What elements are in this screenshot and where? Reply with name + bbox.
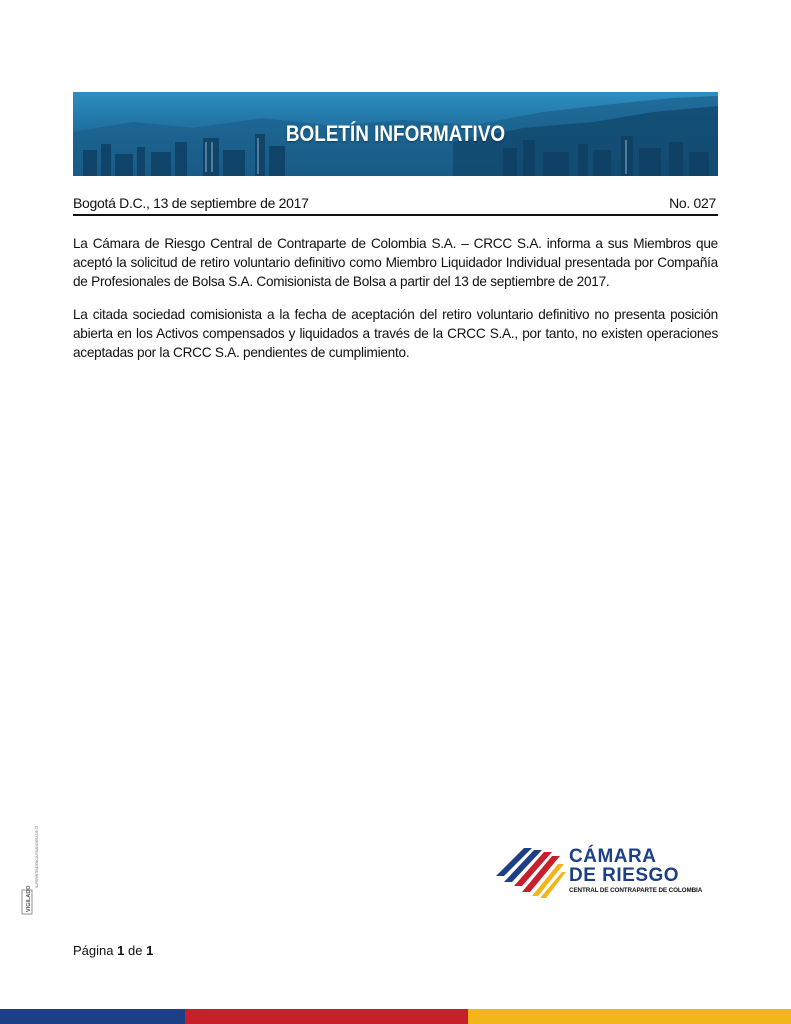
banner-title: BOLETÍN INFORMATIVO <box>285 121 506 146</box>
logo-line-1: CÁMARA <box>569 846 657 867</box>
logo-stripes-icon <box>494 842 566 898</box>
header-banner <box>73 92 718 176</box>
logo-line-2: DE RIESGO <box>569 865 680 886</box>
vigilado-text: VIGILADO <box>26 885 32 912</box>
bottom-color-bar <box>0 1009 791 1024</box>
page-label: Página <box>73 943 114 958</box>
place-date: Bogotá D.C., 13 de septiembre de 2017 <box>73 195 309 211</box>
document-header <box>73 195 716 215</box>
camara-de-riesgo-logo <box>494 840 714 900</box>
paragraph-1: La Cámara de Riesgo Central de Contraparte de Colombia S.A. – CRCC S.A. informa a sus Miembros que aceptó la solicitud de retiro voluntario definitivo como Miembro Liquidador Individual presentada por Compañía de Profesionales de Bolsa S.A. Comisionista de Bolsa a partir del 13 de septiembre de 2017. <box>73 236 718 289</box>
header-divider <box>73 214 718 216</box>
superintendencia-text: SUPERINTENDENCIA FINANCIERA DE COLOMBIA <box>35 826 39 888</box>
bottom-bar-blue <box>0 1009 185 1024</box>
vigilado-mark <box>20 826 50 916</box>
bottom-bar-red <box>185 1009 468 1024</box>
logo-subtitle: CENTRAL DE CONTRAPARTE DE COLOMBIA <box>569 887 703 894</box>
page-total: 1 <box>146 943 154 958</box>
bottom-bar-yellow <box>468 1009 791 1024</box>
paragraph-2: La citada sociedad comisionista a la fecha de aceptación del retiro voluntario definitivo no presenta posición abierta en los Activos compensados y liquidados a través de la CRCC S.A., por tanto, no existen operaciones aceptadas por la CRCC S.A. pendientes de cumplimiento. <box>73 307 718 360</box>
bulletin-number: No. 027 <box>669 195 716 211</box>
page-number <box>73 943 153 958</box>
page-current: 1 <box>117 943 125 958</box>
page-of: de <box>127 943 143 958</box>
